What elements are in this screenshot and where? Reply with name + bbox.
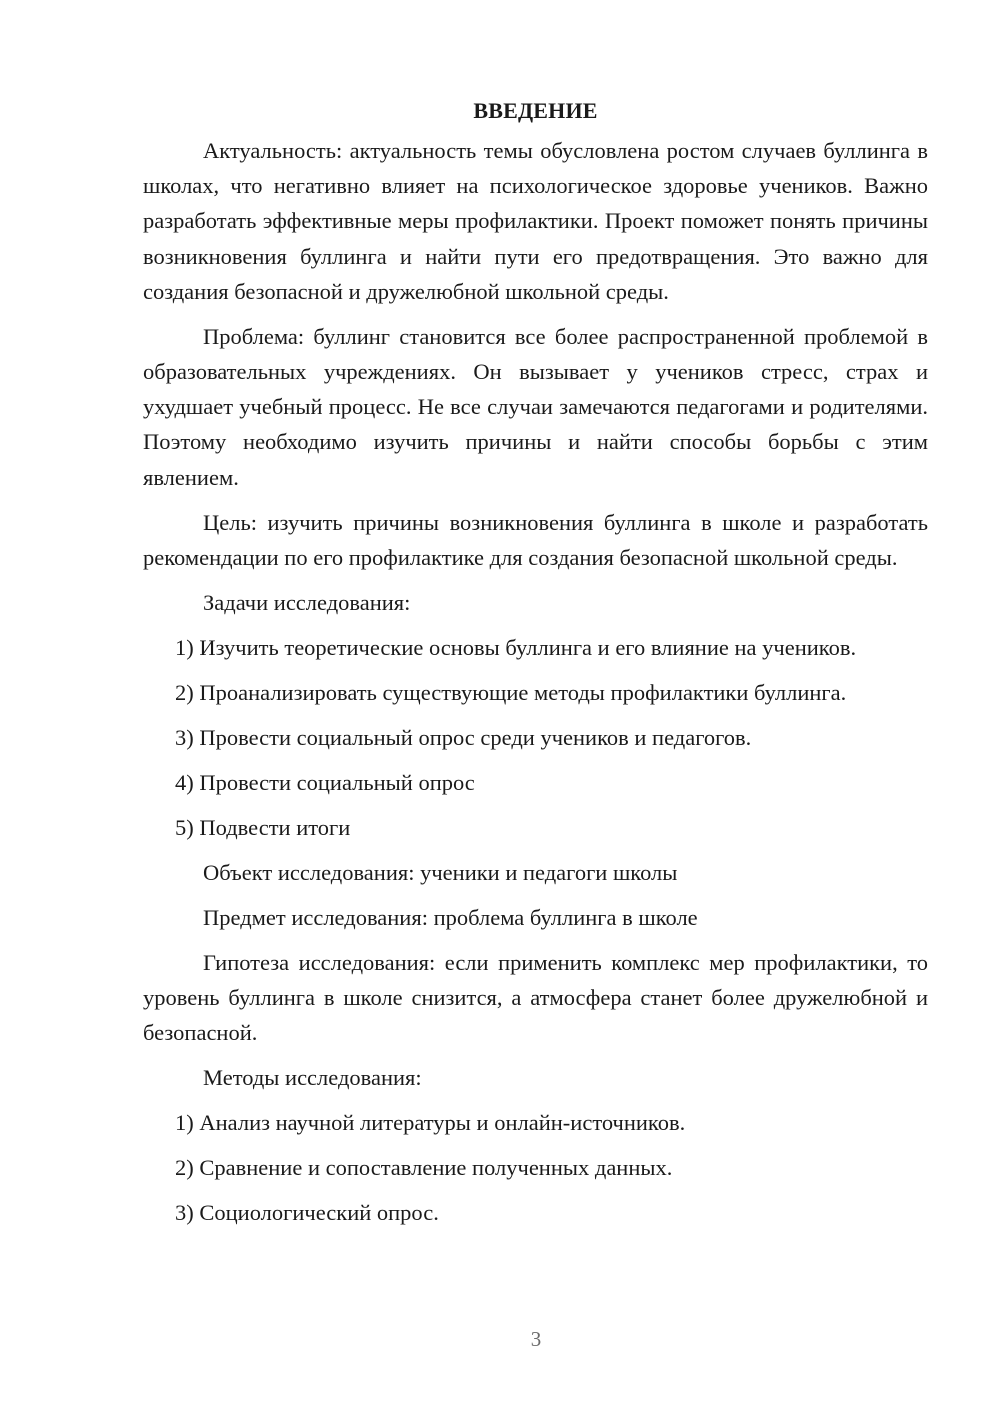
- paragraph-relevance: Актуальность: актуальность темы обусловлена ростом случаев буллинга в школах, что негативно влияет на психологическое здоровье учеников. Важно разработать эффективные меры профилактики. Проект поможет понять причины возникновения буллинга и найти пути его предотвращения. Это важно для создания безопасной и дружелюбной школьной среды.: [143, 138, 928, 304]
- task-item: 1) Изучить теоретические основы буллинга и его влияние на учеников.: [175, 634, 857, 660]
- paragraph-hypothesis: Гипотеза исследования: если применить комплекс мер профилактики, то уровень буллинга в школе снизится, а атмосфера станет более дружелюбной и безопасной.: [143, 949, 928, 1046]
- method-item: 3) Социологический опрос.: [175, 1200, 439, 1226]
- section-title: ВВЕДЕНИЕ: [473, 98, 598, 123]
- method-item: 2) Сравнение и сопоставление полученных данных.: [175, 1155, 673, 1181]
- paragraph-goal: Цель: изучить причины возникновения буллинга в школе и разработать рекомендации по его профилактике для создания безопасной школьной среды.: [143, 509, 928, 570]
- research-subject: Предмет исследования: проблема буллинга в школе: [203, 904, 698, 930]
- method-item: 1) Анализ научной литературы и онлайн-источников.: [175, 1110, 686, 1136]
- research-object: Объект исследования: ученики и педагоги школы: [203, 859, 678, 885]
- task-item: 3) Провести социальный опрос среди учеников и педагогов.: [175, 724, 752, 750]
- task-item: 4) Провести социальный опрос: [175, 769, 475, 795]
- paragraph-problem: Проблема: буллинг становится все более распространенной проблемой в образовательных учреждениях. Он вызывает у учеников стресс, страх и ухудшает учебный процесс. Не все случаи замечаются педагогами и родителями. Поэтому необходимо изучить причины и найти способы борьбы с этим явлением.: [143, 323, 928, 490]
- page-number: 3: [530, 1327, 542, 1351]
- methods-heading: Методы исследования:: [203, 1065, 422, 1091]
- tasks-heading: Задачи исследования:: [203, 589, 411, 615]
- page-content: [143, 92, 928, 1230]
- task-item: 5) Подвести итоги: [175, 814, 351, 840]
- task-item: 2) Проанализировать существующие методы профилактики буллинга.: [175, 679, 847, 705]
